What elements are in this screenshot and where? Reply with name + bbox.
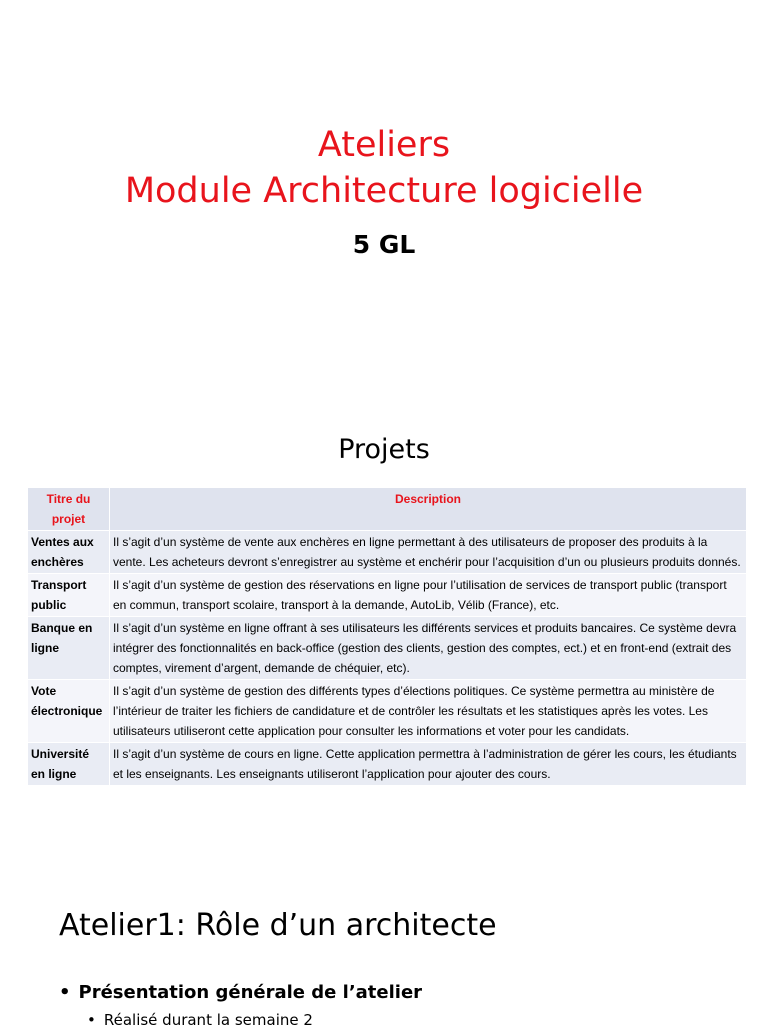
bullet-icon: • — [87, 1011, 96, 1029]
project-description: Il s’agit d’un système de vente aux enchères en ligne permettant à des utilisateurs de proposer des produits à la vente. Les acheteurs devront s’enregistrer au système et enchérir pour l’acquisition d’un ou plusieurs produits donnés. — [110, 531, 747, 574]
table-row — [28, 617, 747, 680]
table-row — [28, 531, 747, 574]
bullet-text: Présentation générale de l’atelier — [78, 982, 423, 1003]
table-row — [28, 574, 747, 617]
bullet-item — [59, 982, 422, 1003]
sub-bullet-item — [87, 1011, 313, 1029]
title-line-2: Module Architecture logicielle — [124, 171, 644, 211]
project-title: Banque en ligne — [28, 617, 110, 680]
bullet-icon: • — [59, 982, 71, 1003]
project-title: Université en ligne — [28, 743, 110, 786]
atelier-heading: Atelier1: Rôle d’un architecte — [59, 908, 497, 943]
project-description: Il s’agit d’un système de gestion des réservations en ligne pour l’utilisation de services de transport public (transport en commun, transport scolaire, transport à la demande, AutoLib, Vélib (France), etc. — [110, 574, 747, 617]
slide-title — [0, 122, 768, 214]
column-header-title: Titre du projet — [28, 488, 110, 531]
projects-table — [27, 487, 747, 786]
slide-subtitle: 5 GL — [352, 230, 416, 259]
project-title: Transport public — [28, 574, 110, 617]
sub-bullet-text: Réalisé durant la semaine 2 — [103, 1011, 313, 1029]
column-header-description: Description — [110, 488, 747, 531]
project-description: Il s’agit d’un système de cours en ligne. Cette application permettra à l’administration de gérer les cours, les étudiants et les enseignants. Les enseignants utiliseront l’application pour ajouter des cours. — [110, 743, 747, 786]
project-description: Il s’agit d’un système de gestion des différents types d’élections politiques. Ce système permettra au ministère de l’intérieur de traiter les fichiers de candidature et de contrôler les résultats et les statistiques après les votes. Les utilisateurs utiliseront cette application pour consulter les informations et voter pour les candidats. — [110, 680, 747, 743]
project-description: Il s’agit d’un système en ligne offrant à ses utilisateurs les différents services et produits bancaires. Ce système devra intégrer des fonctionnalités en back-office (gestion des clients, gestion des comptes, ect.) et en front-end (extrait des comptes, virement d’argent, demande de chéquier, etc). — [110, 617, 747, 680]
table-row — [28, 743, 747, 786]
table-header-row — [28, 488, 747, 531]
project-title: Ventes aux enchères — [28, 531, 110, 574]
project-title: Vote électronique — [28, 680, 110, 743]
title-line-1: Ateliers — [317, 125, 451, 165]
projects-heading: Projets — [338, 434, 430, 465]
table-row — [28, 680, 747, 743]
